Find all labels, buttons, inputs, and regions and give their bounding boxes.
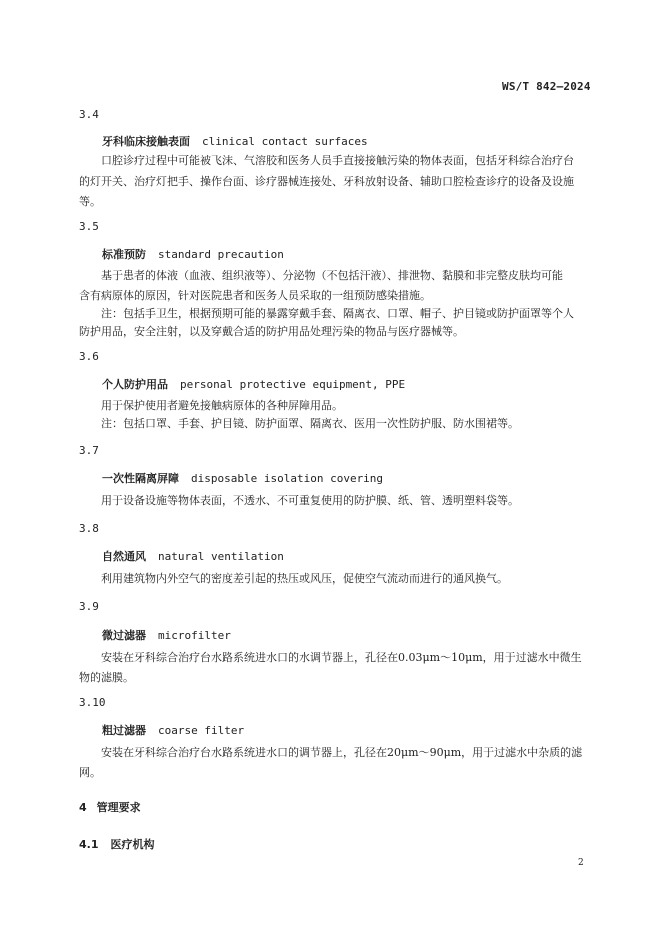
page-number: 2 [578,858,584,868]
clause-number: 3.10 [79,696,106,709]
term-en: clinical contact surfaces [202,135,368,148]
definition-line: 基于患者的体液（血液、组织液等）、分泌物（不包括汗液）、排泄物、黏膜和非完整皮肤均可能 [79,269,563,282]
definition-line: 用于设备设施等物体表面，不透水、不可重复使用的防护膜、纸、管、透明塑料袋等。 [79,494,519,507]
definition-line: 安装在牙科综合治疗台水路系统进水口的水调节器上，孔径在0.03μm～10μm，用于过滤水中微生 [79,651,582,664]
clause-number: 3.8 [79,522,99,535]
term-zh: 牙科临床接触表面 [102,135,190,148]
section-number: 4 [79,801,87,814]
section-heading [79,799,141,815]
subsection-title: 医疗机构 [110,838,155,851]
note-line: 注：包括手卫生，根据预期可能的暴露穿戴手套、隔离衣、口罩、帽子、护目镜或防护面罩等个人 [79,307,574,320]
note-line: 注：包括口罩、手套、护目镜、防护面罩、隔离衣、医用一次性防护服、防水围裙等。 [79,417,519,430]
term-heading [102,133,368,149]
definition-line: 网。 [79,766,101,779]
term-en: natural ventilation [158,550,284,563]
term-zh: 一次性隔离屏障 [102,472,179,485]
subsection-heading [79,836,155,852]
clause-number: 3.7 [79,444,99,457]
term-en: standard precaution [158,248,284,261]
note-line: 防护用品，安全注射，以及穿戴合适的防护用品处理污染的物品与医疗器械等。 [79,325,464,338]
clause-number: 3.6 [79,350,99,363]
term-zh: 个人防护用品 [102,378,168,391]
definition-line: 口腔诊疗过程中可能被飞沫、气溶胶和医务人员手直接接触污染的物体表面，包括牙科综合治疗台 [79,154,574,167]
definition-line: 利用建筑物内外空气的密度差引起的热压或风压，促使空气流动而进行的通风换气。 [79,572,508,585]
subsection-number: 4.1 [79,838,99,851]
clause-number: 3.9 [79,600,99,613]
clause-number: 3.5 [79,220,99,233]
term-en: coarse filter [158,724,245,737]
term-en: microfilter [158,629,231,642]
clause-number: 3.4 [79,108,99,121]
term-en: disposable isolation covering [191,472,384,485]
definition-line: 物的滤膜。 [79,671,134,684]
definition-line: 含有病原体的原因，针对医院患者和医务人员采取的一组预防感染措施。 [79,289,431,302]
term-heading [102,548,284,564]
term-zh: 标准预防 [102,248,146,261]
definition-line: 安装在牙科综合治疗台水路系统进水口的调节器上，孔径在20μm～90μm，用于过滤水中杂质的滤 [79,746,583,759]
definition-line: 的灯开关、治疗灯把手、操作台面、诊疗器械连接处、牙科放射设备、辅助口腔检查诊疗的设备及设施 [79,175,574,188]
standard-number: WS/T 842—2024 [502,80,591,93]
term-zh: 自然通风 [102,550,146,563]
definition-line: 等。 [79,195,101,208]
definition-line: 用于保护使用者避免接触病原体的各种屏障用品。 [79,399,343,412]
term-heading [102,246,284,262]
term-zh: 微过滤器 [102,629,146,642]
term-en: personal protective equipment, PPE [180,378,406,391]
term-heading [102,722,244,738]
term-heading [102,376,405,392]
term-heading [102,627,231,643]
term-zh: 粗过滤器 [102,724,146,737]
section-title: 管理要求 [96,801,141,814]
term-heading [102,470,383,486]
